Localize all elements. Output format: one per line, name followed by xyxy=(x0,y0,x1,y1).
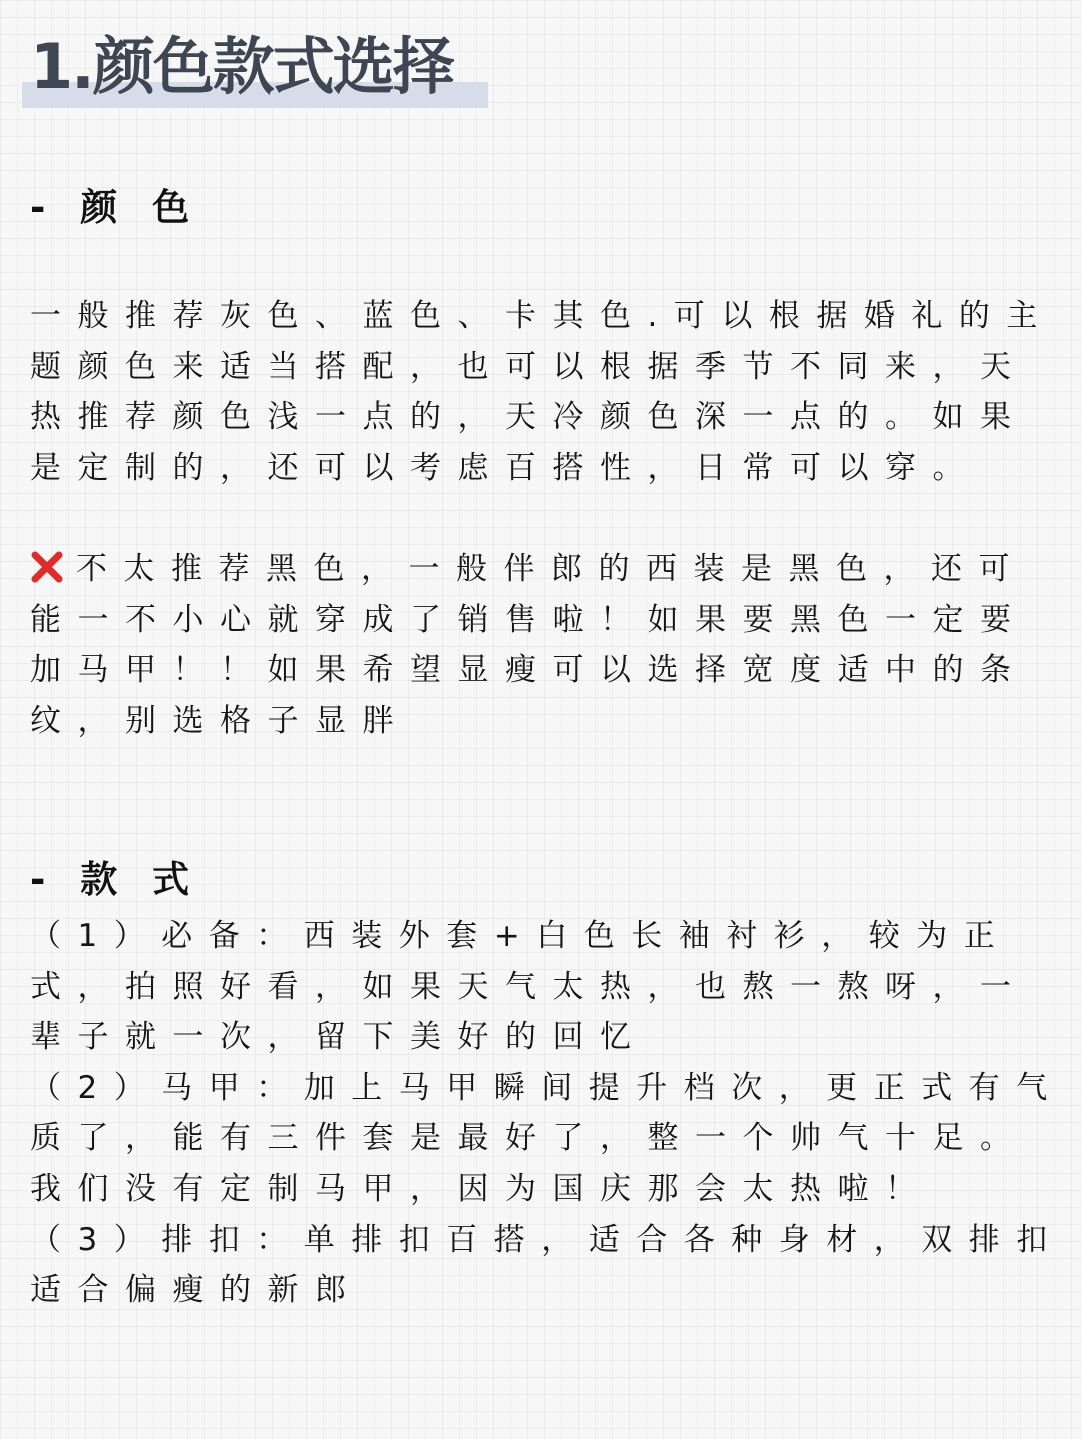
style-line: （2）马甲：加上马甲瞬间提升档次，更正式有气 xyxy=(30,1069,1064,1106)
color-paragraph xyxy=(30,291,1060,493)
warning-line: 纹，别选格子显胖 xyxy=(30,702,410,739)
color-line: 热推荐颜色浅一点的，天冷颜色深一点的。如果 xyxy=(30,399,1028,436)
style-line: 式，拍照好看，如果天气太热，也熬一熬呀，一 xyxy=(30,968,1028,1005)
style-heading: - 款 式 xyxy=(30,858,201,901)
style-line: （3）排扣：单排扣百搭，适合各种身材，双排扣 xyxy=(30,1221,1064,1258)
style-line: 我们没有定制马甲，因为国庆那会太热啦！ xyxy=(30,1170,933,1207)
style-paragraph xyxy=(30,911,1064,1316)
color-heading: - 颜 色 xyxy=(30,186,201,229)
style-line: 适合偏瘦的新郎 xyxy=(30,1272,363,1309)
style-line: （1）必备：西装外套+白色长袖衬衫，较为正 xyxy=(30,918,1012,954)
color-line: 是定制的，还可以考虑百搭性，日常可以穿。 xyxy=(30,449,980,486)
warning-line: 加马甲！！如果希望显瘦可以选择宽度适中的条 xyxy=(30,652,1028,689)
warning-text: 不太推荐黑色，一般伴郎的西装是黑色，还可 xyxy=(76,551,1026,587)
style-line: 质了，能有三件套是最好了，整一个帅气十足。 xyxy=(30,1120,1028,1157)
color-line: 题颜色来适当搭配，也可以根据季节不同来，天 xyxy=(30,348,1028,385)
warning-line xyxy=(30,544,1060,595)
warning-line: 能一不小心就穿成了销售啦！如果要黑色一定要 xyxy=(30,601,1028,638)
warning-paragraph xyxy=(30,544,1060,746)
title-block xyxy=(22,24,453,110)
style-line: 辈子就一次，留下美好的回忆 xyxy=(30,1019,648,1056)
red-cross-mark-icon xyxy=(30,550,64,584)
page-title: 1.颜色款式选择 xyxy=(30,30,453,103)
color-line: 一般推荐灰色、蓝色、卡其色.可以根据婚礼的主 xyxy=(30,298,1054,334)
